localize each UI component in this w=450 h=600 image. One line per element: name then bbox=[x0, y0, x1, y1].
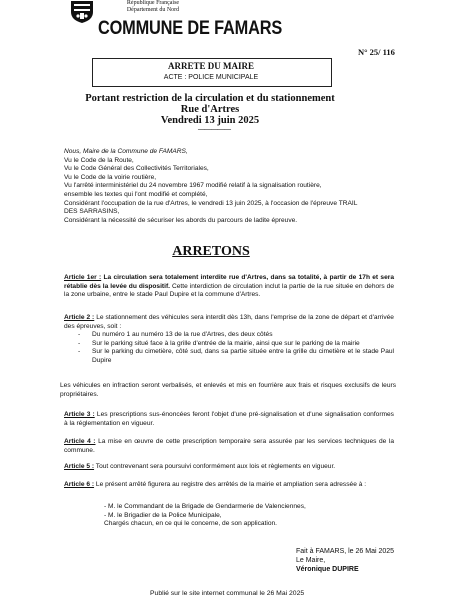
signature-block bbox=[296, 548, 394, 574]
article-2 bbox=[64, 314, 394, 366]
republique-label bbox=[118, 0, 188, 13]
article-3 bbox=[64, 411, 394, 428]
article-2-after: Les véhicules en infraction seront verbalisés, et enlevés et mis en fourrière aux frais et risques exclusifs de leurs propriétaires. bbox=[60, 382, 396, 398]
article-1-text: Cette interdiction de circulation inclut la partie de la rue située en dehors de la zone urbaine, entre le stade Paul Dupire et la commune d'Artres. bbox=[64, 282, 395, 299]
article-2-text: Le stationnement des véhicules sera interdit dès 13h, dans l'emprise de la zone de départ et d'arrivée des épreuves, soit : bbox=[64, 314, 394, 330]
article-4 bbox=[64, 438, 394, 455]
article-1-bold-text: La circulation sera totalement interdite rue d'Artres, dans sa totalité, à partir de 17h et sera rétablie dès la levée du dispositif. bbox=[64, 274, 394, 290]
list-item: - M. le Brigadier de la Police Municipale, bbox=[104, 511, 222, 519]
article-4-label: Article 4 : bbox=[64, 438, 96, 445]
signature-name: Véronique DUPIRE bbox=[296, 565, 359, 573]
title-line-3: Vendredi 13 juin 2025 bbox=[160, 115, 260, 126]
article-3-label: Article 3 : bbox=[64, 411, 95, 418]
considerant-line: Vu le Code de la voirie routière, bbox=[64, 173, 157, 181]
article-2-list bbox=[64, 331, 394, 365]
arrete-title bbox=[60, 93, 360, 126]
list-item: - Sur le parking situé face à la grille d'entrée de la mairie, ainsi que sur le parking de la mairie bbox=[78, 340, 394, 349]
arrete-box-subtitle: ACTE : POLICE MUNICIPALE bbox=[163, 74, 259, 81]
list-item: - M. le Commandant de la Brigade de Gendarmerie de Valenciennes, bbox=[104, 503, 306, 510]
considerant-line: Vu le Code de la Route, bbox=[64, 156, 134, 164]
arretons-heading: ARRETONS bbox=[172, 244, 250, 259]
considerants-block bbox=[64, 148, 424, 225]
arrete-number: N° 25/ 116 bbox=[358, 47, 395, 57]
article-5 bbox=[64, 463, 394, 472]
article-6-label: Article 6 : bbox=[64, 481, 95, 488]
commune-coat-of-arms-logo bbox=[68, 0, 96, 24]
title-separator: ————— bbox=[198, 125, 231, 133]
commune-title: COMMUNE DE FAMARS bbox=[98, 18, 283, 39]
arrete-box-title: ARRETE DU MAIRE bbox=[167, 61, 254, 71]
article-2-label: Article 2 : bbox=[64, 314, 95, 321]
article-3-text: Les prescriptions sus-énoncées feront l'objet d'une pré-signalisation et d'une signalisation conformes à la réglementation en vigueur. bbox=[64, 411, 394, 427]
article-1-label: Article 1er : bbox=[64, 274, 102, 281]
republique-text: République Française bbox=[126, 0, 180, 6]
title-line-1: Portant restriction de la circulation et du stationnement bbox=[85, 93, 335, 104]
article-5-label: Article 5 : bbox=[64, 463, 95, 470]
considerant-line: Considérant l'occupation de la rue d'Artres, le vendredi 13 juin 2025, à l'occasion de l'épreuve TRAIL bbox=[64, 199, 358, 207]
title-line-2: Rue d'Artres bbox=[180, 104, 240, 115]
list-item: Chargés chacun, en ce qui le concerne, de son application. bbox=[104, 520, 278, 528]
considerant-line: ensemble les textes qui l'ont modifié et complété, bbox=[64, 190, 208, 198]
list-item: - Du numéro 1 au numéro 13 de la rue d'Artres, des deux côtés bbox=[78, 331, 394, 340]
article-6-recipients bbox=[104, 503, 404, 529]
considerant-line: Vu l'arrêté interministériel du 24 novembre 1967 modifié relatif à la signalisation routière, bbox=[64, 182, 322, 190]
departement-text: Département du Nord bbox=[126, 6, 180, 13]
article-4-text: La mise en œuvre de cette prescription temporaire sera assurée par les services techniques de la commune. bbox=[64, 438, 394, 454]
list-item: - Sur le parking du cimetière, côté sud, dans sa partie située entre la grille du cimetière et le stade Paul Dupire bbox=[78, 348, 394, 365]
considerant-line: Considérant la nécessité de sécuriser les abords du parcours de ladite épreuve. bbox=[64, 216, 298, 224]
article-5-text: Tout contrevenant sera poursuivi conformément aux lois et règlements en vigueur. bbox=[95, 463, 336, 470]
article-1 bbox=[64, 274, 394, 300]
publication-note: Publié sur le site internet communal le 26 Mai 2025 bbox=[150, 590, 305, 597]
considerants-intro: Nous, Maire de la Commune de FAMARS, bbox=[64, 148, 188, 155]
signature-role: Le Maire, bbox=[296, 556, 326, 564]
considerant-line: DES SARRASINS, bbox=[64, 208, 120, 216]
article-6-text: Le présent arrêté figurera au registre des arrêtés de la mairie et ampliation sera adressée à : bbox=[95, 481, 367, 488]
signature-place-date: Fait à FAMARS, le 26 Mai 2025 bbox=[296, 548, 395, 555]
considerant-line: Vu le Code Général des Collectivités Territoriales, bbox=[64, 165, 209, 173]
article-6 bbox=[64, 481, 394, 490]
